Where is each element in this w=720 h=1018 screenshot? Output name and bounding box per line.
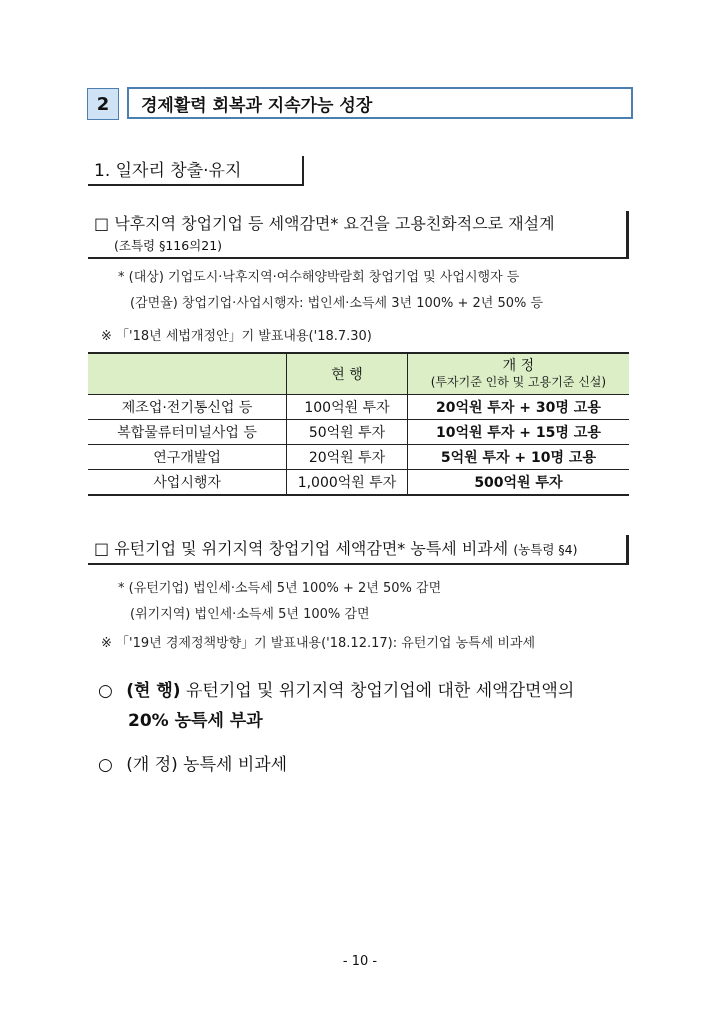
item2-note-2: (위기지역) 법인세·소득세 5년 100% 감면: [130, 607, 370, 622]
section-number: 2: [87, 88, 119, 120]
bullet-current-label: (현 행): [126, 681, 181, 701]
table-header-empty: [88, 353, 287, 395]
table-row: [88, 395, 629, 420]
bullet-mark: ○: [98, 681, 113, 701]
bullet-mark: ○: [98, 755, 113, 775]
item1-ref: (조특령 §116의21): [114, 238, 223, 253]
table-row: [88, 470, 629, 496]
table-cell: 10억원 투자 + 15명 고용: [407, 420, 629, 445]
item2-ref: (농특령 §4): [513, 542, 578, 557]
table-row: [88, 420, 629, 445]
table-row: [88, 445, 629, 470]
table-cell: 50억원 투자: [287, 420, 408, 445]
item1-remark: ※ 「'18년 세법개정안」기 발표내용('18.7.30): [101, 329, 372, 344]
table-cell: 5억원 투자 + 10명 고용: [407, 445, 629, 470]
page-number: - 10 -: [342, 954, 378, 969]
item1-note-1: * (대상) 기업도시·낙후지역·여수해양박람회 창업기업 및 사업시행자 등: [118, 270, 520, 285]
table-cell: 20억원 투자: [287, 445, 408, 470]
item2-heading: □ 유턴기업 및 위기지역 창업기업 세액감면* 농특세 비과세: [94, 539, 509, 558]
table-cell: 사업시행자: [88, 470, 287, 496]
bullet-current: [98, 676, 574, 701]
subsection-title: 1. 일자리 창출·유지: [88, 156, 304, 186]
bullet-revised-text: 농특세 비과세: [183, 755, 288, 775]
item1-heading: □ 낙후지역 창업기업 등 세액감면* 요건을 고용친화적으로 재설계: [94, 214, 555, 233]
bullet-current-text-2: 20% 농특세 부과: [128, 711, 263, 731]
table-cell: 100억원 투자: [287, 395, 408, 420]
comparison-table: [88, 352, 629, 496]
item1-heading-box: [88, 211, 629, 259]
table-cell: 500억원 투자: [407, 470, 629, 496]
item1-note-2: (감면율) 창업기업·사업시행자: 법인세·소득세 3년 100% + 2년 50% 등: [130, 296, 544, 311]
table-cell: 연구개발업: [88, 445, 287, 470]
bullet-revised: [98, 750, 287, 775]
bullet-revised-label: (개 정): [126, 755, 178, 775]
table-cell: 복합물류터미널사업 등: [88, 420, 287, 445]
table-header-revised: 개 정 (투자기준 인하 및 고용기준 신설): [407, 353, 629, 395]
item2-note-1: * (유턴기업) 법인세·소득세 5년 100% + 2년 50% 감면: [118, 581, 442, 596]
item2-heading-box: [88, 535, 629, 565]
table-cell: 1,000억원 투자: [287, 470, 408, 496]
table-cell: 제조업·전기통신업 등: [88, 395, 287, 420]
bullet-current-text: 유턴기업 및 위기지역 창업기업에 대한 세액감면액의: [185, 681, 575, 701]
table-cell: 20억원 투자 + 30명 고용: [407, 395, 629, 420]
section-title: 경제활력 회복과 지속가능 성장: [127, 87, 633, 119]
item2-remark: ※ 「'19년 경제정책방향」기 발표내용('18.12.17): 유턴기업 농특세 비과세: [101, 636, 536, 651]
table-header-current: 현 행: [287, 353, 408, 395]
